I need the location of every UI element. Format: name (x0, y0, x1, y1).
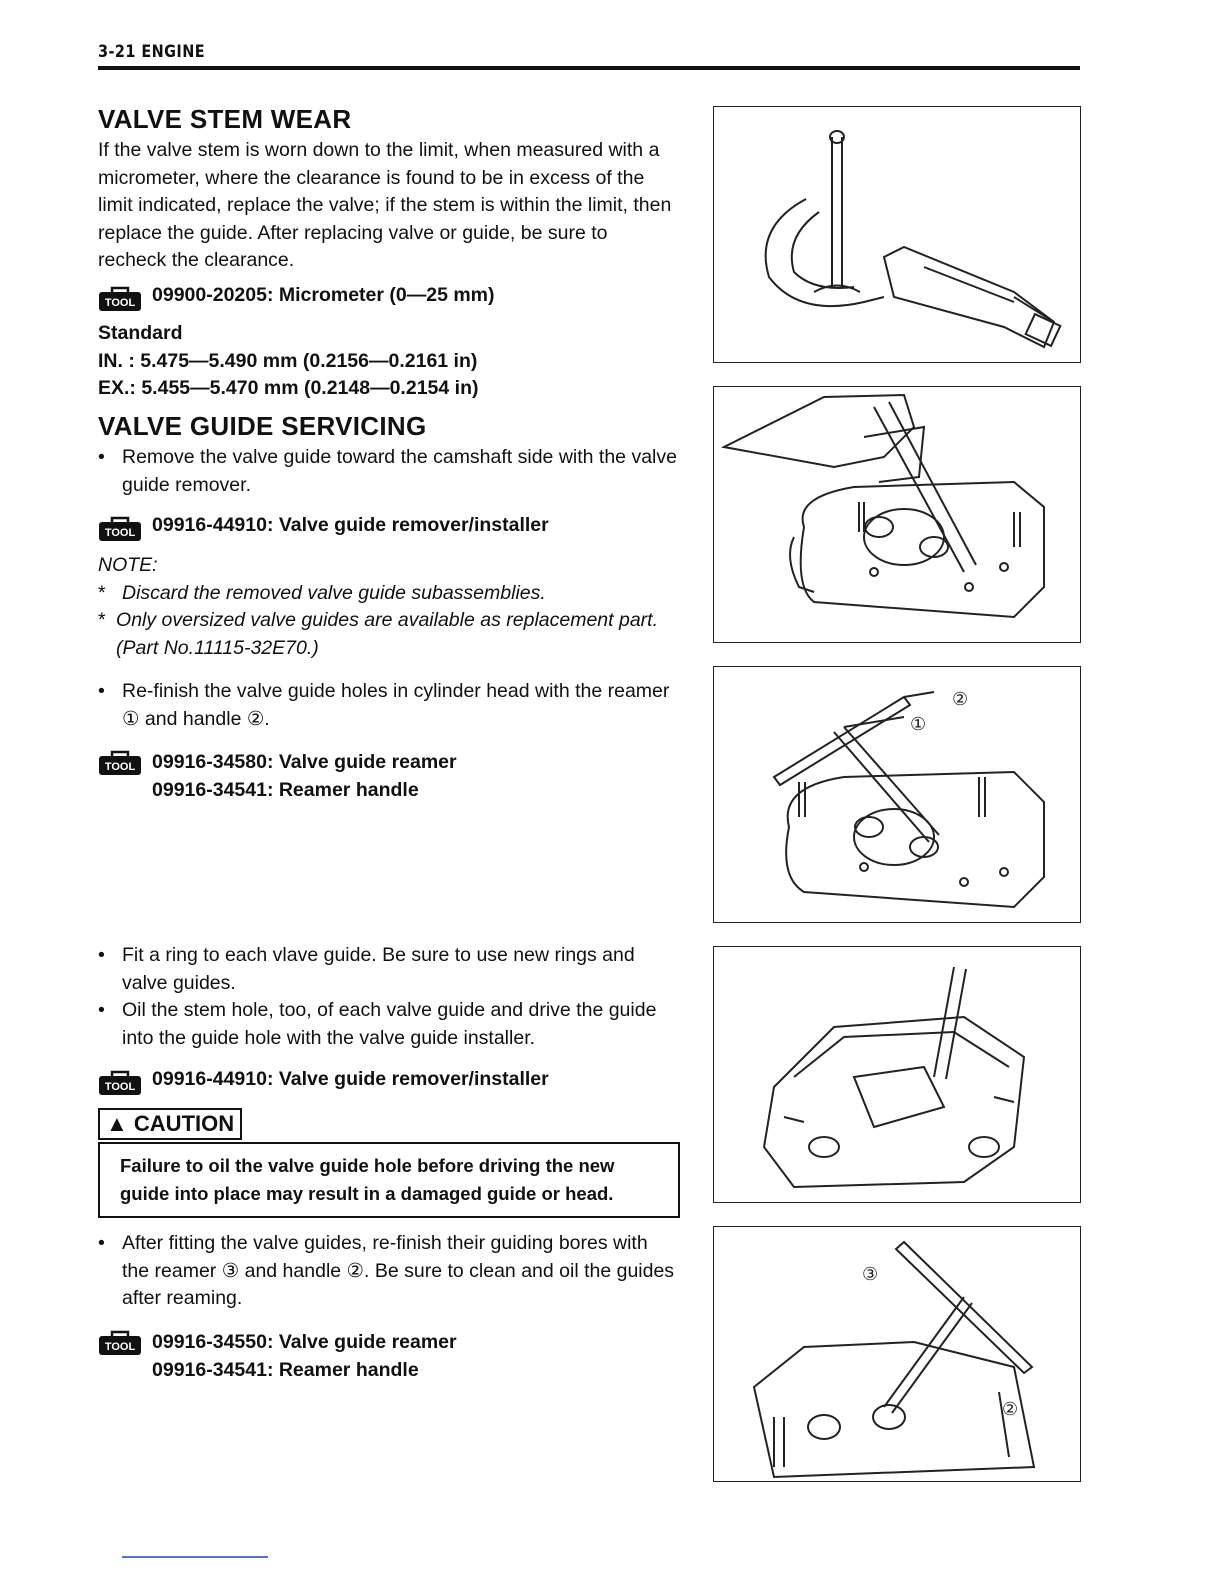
section-title-valve-stem-wear: VALVE STEM WEAR (98, 104, 352, 134)
caution-label: ▲ CAUTION (98, 1108, 242, 1140)
in-spec: IN. : 5.475—5.490 mm (0.2156—0.2161 in) (98, 349, 478, 372)
tool-label: 09916-34541: Reamer handle (152, 1359, 419, 1381)
tool-icon (98, 1070, 142, 1096)
standard-label: Standard (98, 322, 183, 344)
svg-text:TOOL: TOOL (104, 1341, 136, 1353)
callout-1: ① (910, 714, 927, 735)
callout-2: ② (952, 689, 969, 710)
tool-icon (98, 750, 142, 776)
cylinder-head-reamer-illustration (714, 667, 1080, 922)
list-item: • Remove the valve guide toward the camshaft side with the valve guide remover. (98, 446, 677, 496)
micrometer-illustration (714, 107, 1080, 362)
list-item: • After fitting the valve guides, re-finish their guiding bores with the reamer ③ and handle ②. Be sure to clean and oil the guides after reaming. (98, 1232, 675, 1309)
tool-icon (98, 516, 142, 542)
list-item: • Re-finish the valve guide holes in cylinder head with the reamer ① and handle ②. (98, 680, 670, 730)
tool-label: 09916-34541: Reamer handle (152, 779, 419, 801)
svg-text:TOOL: TOOL (104, 1081, 136, 1093)
note-block (98, 552, 680, 662)
tool-icon (98, 1330, 142, 1356)
standard-spec-block (98, 320, 680, 403)
svg-text:TOOL: TOOL (104, 527, 136, 539)
caution-block (98, 1108, 680, 1218)
tool-label: 09916-34550: Valve guide reamer (152, 1331, 457, 1353)
cylinder-head-installer-illustration (714, 947, 1080, 1202)
section-title-valve-guide-servicing: VALVE GUIDE SERVICING (98, 411, 427, 441)
valve-stem-wear-section (98, 104, 680, 275)
refinish-bullet (98, 1230, 680, 1313)
svg-text:TOOL: TOOL (104, 297, 136, 309)
cylinder-head-refinish-illustration (714, 1227, 1080, 1481)
fit-ring-bullets (98, 942, 680, 1052)
svg-text:TOOL: TOOL (104, 761, 136, 773)
header-rule (98, 66, 1080, 70)
list-item: • Fit a ring to each vlave guide. Be sure to use new rings and valve guides. (98, 944, 635, 994)
tool-label: 09916-44910: Valve guide remover/installer (152, 514, 549, 536)
tool-micrometer-label: 09900-20205: Micrometer (0—25 mm) (152, 284, 495, 306)
callout-2: ② (1002, 1399, 1019, 1420)
reamer-bullet (98, 678, 680, 733)
tool-icon (98, 286, 142, 312)
caution-box: Failure to oil the valve guide hole before driving the new guide into place may result in a damaged guide or head. (98, 1142, 680, 1218)
tool-guide-remover-1 (98, 514, 680, 542)
tool-guide-remover-2 (98, 1068, 680, 1096)
list-item: • Oil the stem hole, too, of each valve guide and drive the guide into the guide hole with the valve guide installer. (98, 999, 657, 1049)
tool-reamer-1 (98, 748, 680, 804)
figure-micrometer (713, 106, 1081, 363)
tool-label: 09916-44910: Valve guide remover/installer (152, 1068, 549, 1090)
figure-remove-guide (713, 386, 1081, 643)
valve-stem-wear-body: If the valve stem is worn down to the limit, when measured with a micrometer, where the clearance is found to be in excess of the limit indicated, replace the valve; if the stem is within the limit, then replace the guide. After replacing valve or guide, be sure to recheck the clearance. (98, 139, 672, 271)
tool-micrometer (98, 284, 680, 312)
callout-3: ③ (862, 1264, 879, 1285)
tool-label: 09916-34580: Valve guide reamer (152, 751, 457, 773)
note-label: NOTE: (98, 554, 158, 576)
cylinder-head-remover-illustration (714, 387, 1080, 642)
ex-spec: EX.: 5.455—5.470 mm (0.2148—0.2154 in) (98, 377, 479, 399)
note-item: * Discard the removed valve guide subassemblies. (98, 581, 546, 604)
figure-reamer-refinish (713, 1226, 1081, 1482)
note-item: * Only oversized valve guides are available as replacement part. (Part No.11115-32E70.) (98, 609, 659, 659)
warning-triangle-icon: ▲ (106, 1111, 128, 1136)
figure-installer (713, 946, 1081, 1203)
figure-reamer (713, 666, 1081, 923)
page-header: 3-21 ENGINE (98, 42, 206, 62)
valve-guide-servicing-section (98, 411, 680, 499)
footer-link-underline (122, 1556, 268, 1558)
tool-reamer-2 (98, 1328, 680, 1384)
